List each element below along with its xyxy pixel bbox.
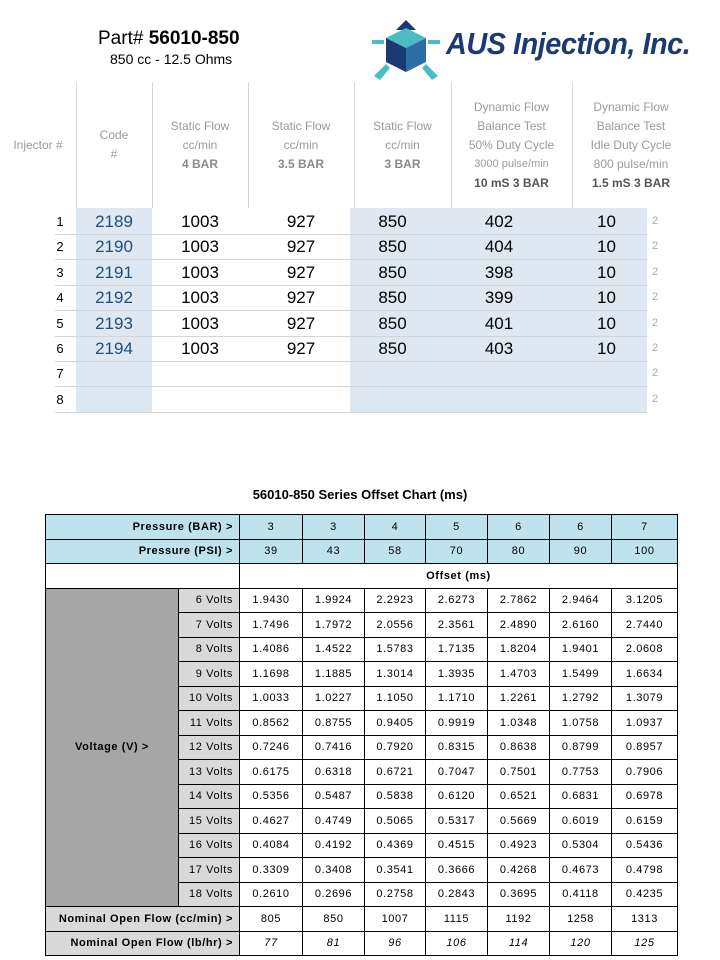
offset-value: 0.2696 bbox=[303, 882, 365, 907]
header-static-35bar: Static Flow cc/min 3.5 BAR bbox=[271, 118, 331, 171]
part-number: 56010-850 bbox=[148, 28, 240, 49]
pressure-bar-row bbox=[46, 515, 678, 540]
offset-value: 0.4192 bbox=[303, 833, 365, 858]
offset-value: 0.5304 bbox=[550, 833, 612, 858]
injector-number: 1 bbox=[56, 214, 64, 229]
cell-s35: 927 bbox=[286, 237, 316, 257]
cell-idle: 10 bbox=[597, 237, 616, 257]
voltage-label: 12 Volts bbox=[179, 735, 240, 760]
header-static-3bar: Static Flow cc/min 3 BAR bbox=[373, 118, 432, 171]
offset-value: 0.9919 bbox=[426, 711, 488, 736]
pressure-psi-row-value: 39 bbox=[240, 539, 303, 564]
offset-value: 0.5487 bbox=[303, 784, 365, 809]
offset-value: 0.6019 bbox=[550, 809, 612, 834]
nominal-cc-row bbox=[46, 907, 678, 932]
pressure-psi-row-value: 58 bbox=[365, 539, 426, 564]
cell-code: 2189 bbox=[95, 212, 133, 231]
offset-value: 0.4084 bbox=[240, 833, 303, 858]
pressure-bar-row-label: Pressure (BAR) > bbox=[46, 515, 240, 540]
voltage-label: 8 Volts bbox=[179, 637, 240, 662]
nominal-cc-row-value: 1313 bbox=[612, 907, 678, 932]
offset-value: 0.8638 bbox=[488, 735, 550, 760]
cell-s3: 850 bbox=[378, 212, 407, 231]
voltage-label: 13 Volts bbox=[179, 760, 240, 785]
edge-mark: 2 bbox=[652, 265, 659, 278]
offset-value: 0.3695 bbox=[488, 882, 550, 907]
pressure-psi-row-value: 90 bbox=[550, 539, 612, 564]
voltage-label: 17 Volts bbox=[179, 858, 240, 883]
offset-value: 1.3079 bbox=[612, 686, 678, 711]
offset-chart-table bbox=[45, 514, 678, 956]
header-injector-number: Injector # bbox=[13, 137, 63, 152]
offset-value: 2.7440 bbox=[612, 613, 678, 638]
offset-value: 1.2792 bbox=[550, 686, 612, 711]
offset-value: 0.7047 bbox=[426, 760, 488, 785]
offset-value: 0.5436 bbox=[612, 833, 678, 858]
offset-value: 2.0608 bbox=[612, 637, 678, 662]
header-code: Code # bbox=[99, 128, 129, 161]
offset-value: 0.6978 bbox=[612, 784, 678, 809]
offset-value: 0.8957 bbox=[612, 735, 678, 760]
pressure-psi-row-label: Pressure (PSI) > bbox=[46, 539, 240, 564]
cell-code: 2191 bbox=[95, 262, 133, 282]
edge-mark: 2 bbox=[652, 240, 659, 253]
cell-idle: 10 bbox=[597, 313, 616, 333]
cell-s35 bbox=[248, 361, 354, 386]
offset-value: 2.7862 bbox=[488, 588, 550, 613]
offset-value: 1.9924 bbox=[303, 588, 365, 613]
part-title bbox=[98, 28, 240, 50]
cell-s3 bbox=[350, 387, 435, 412]
offset-value: 1.4703 bbox=[488, 662, 550, 687]
injector-number: 6 bbox=[56, 341, 64, 356]
offset-value: 0.4798 bbox=[612, 858, 678, 883]
cell-s4: 1003 bbox=[181, 288, 219, 308]
nominal-lb-row-value: 125 bbox=[612, 931, 678, 956]
cell-dyn: 398 bbox=[484, 262, 514, 282]
voltage-label: 11 Volts bbox=[179, 711, 240, 736]
offset-value: 0.7416 bbox=[303, 735, 365, 760]
logo-wordmark: AUS Injection, Inc. bbox=[446, 26, 691, 61]
offset-value: 2.9464 bbox=[550, 588, 612, 613]
nominal-lb-row-value: 120 bbox=[550, 931, 612, 956]
cell-s35: 927 bbox=[286, 288, 316, 308]
offset-value: 0.4627 bbox=[240, 809, 303, 834]
cell-s3: 850 bbox=[378, 339, 407, 358]
header-dynamic-flow: Dynamic Flow Balance Test 50% Duty Cycle 3000 pulse/min 10 mS 3 BAR bbox=[468, 99, 555, 190]
offset-value: 2.4890 bbox=[488, 613, 550, 638]
pressure-bar-row-value: 4 bbox=[365, 515, 426, 540]
nominal-lb-row-value: 81 bbox=[303, 931, 365, 956]
offset-value: 0.2843 bbox=[426, 882, 488, 907]
offset-value: 0.4235 bbox=[612, 882, 678, 907]
company-logo bbox=[370, 18, 700, 84]
injector-number: 3 bbox=[56, 264, 64, 280]
offset-value: 1.3014 bbox=[365, 662, 426, 687]
offset-value: 0.8315 bbox=[426, 735, 488, 760]
offset-value: 1.8204 bbox=[488, 637, 550, 662]
nominal-cc-row-value: 1115 bbox=[426, 907, 488, 932]
pressure-bar-row-value: 7 bbox=[612, 515, 678, 540]
offset-value: 0.5838 bbox=[365, 784, 426, 809]
offset-header-row bbox=[46, 564, 678, 589]
cell-s4 bbox=[152, 387, 248, 412]
offset-value: 1.6634 bbox=[612, 662, 678, 687]
offset-value: 0.6318 bbox=[303, 760, 365, 785]
voltage-label: 16 Volts bbox=[179, 833, 240, 858]
injector-number: 8 bbox=[56, 391, 64, 407]
pressure-psi-row bbox=[46, 539, 678, 564]
nominal-cc-row-value: 805 bbox=[240, 907, 303, 932]
edge-mark: 2 bbox=[652, 316, 659, 329]
offset-value: 0.3408 bbox=[303, 858, 365, 883]
cell-dyn bbox=[435, 361, 563, 386]
offset-value: 2.3561 bbox=[426, 613, 488, 638]
pressure-bar-row-value: 6 bbox=[488, 515, 550, 540]
nominal-cc-row-value: 1192 bbox=[488, 907, 550, 932]
offset-value: 0.7753 bbox=[550, 760, 612, 785]
offset-value: 0.5669 bbox=[488, 809, 550, 834]
cell-s3: 850 bbox=[378, 288, 407, 308]
cell-code bbox=[76, 387, 152, 412]
offset-value: 1.7972 bbox=[303, 613, 365, 638]
offset-value: 0.8755 bbox=[303, 711, 365, 736]
injector-number: 5 bbox=[56, 315, 64, 331]
nominal-lb-row-label: Nominal Open Flow (lb/hr) > bbox=[46, 931, 240, 956]
offset-value: 2.6273 bbox=[426, 588, 488, 613]
cell-s4 bbox=[152, 361, 248, 386]
offset-value: 1.2261 bbox=[488, 686, 550, 711]
offset-value: 1.1885 bbox=[303, 662, 365, 687]
offset-value: 0.8562 bbox=[240, 711, 303, 736]
cell-dyn: 403 bbox=[484, 339, 514, 358]
offset-value: 0.7501 bbox=[488, 760, 550, 785]
cell-s35 bbox=[248, 387, 354, 412]
offset-value: 0.8799 bbox=[550, 735, 612, 760]
voltage-label: 7 Volts bbox=[179, 613, 240, 638]
nominal-cc-row-value: 1007 bbox=[365, 907, 426, 932]
offset-value: 0.3541 bbox=[365, 858, 426, 883]
offset-value: 0.5065 bbox=[365, 809, 426, 834]
offset-value: 0.2758 bbox=[365, 882, 426, 907]
cell-idle: 10 bbox=[597, 339, 616, 358]
pressure-psi-row-value: 100 bbox=[612, 539, 678, 564]
cell-dyn bbox=[435, 387, 563, 412]
offset-value: 1.1710 bbox=[426, 686, 488, 711]
offset-value: 0.4515 bbox=[426, 833, 488, 858]
offset-value: 0.4369 bbox=[365, 833, 426, 858]
offset-value: 2.2923 bbox=[365, 588, 426, 613]
voltage-label: 10 Volts bbox=[179, 686, 240, 711]
offset-value: 0.7246 bbox=[240, 735, 303, 760]
offset-value: 1.4086 bbox=[240, 637, 303, 662]
cell-idle: 10 bbox=[597, 212, 616, 231]
offset-value: 0.4749 bbox=[303, 809, 365, 834]
nominal-lb-row-value: 114 bbox=[488, 931, 550, 956]
cell-dyn: 404 bbox=[484, 237, 514, 257]
offset-value: 1.4522 bbox=[303, 637, 365, 662]
header-static-4bar: Static Flow cc/min 4 BAR bbox=[170, 118, 230, 171]
cell-s3: 850 bbox=[378, 237, 407, 257]
pressure-bar-row-value: 3 bbox=[303, 515, 365, 540]
offset-value: 0.5356 bbox=[240, 784, 303, 809]
cell-code: 2194 bbox=[95, 339, 133, 358]
offset-value: 1.1698 bbox=[240, 662, 303, 687]
offset-value: 1.0033 bbox=[240, 686, 303, 711]
offset-value: 1.5499 bbox=[550, 662, 612, 687]
part-prefix: Part# bbox=[98, 28, 144, 49]
cell-s3: 850 bbox=[378, 262, 407, 282]
offset-value: 0.6831 bbox=[550, 784, 612, 809]
offset-value: 1.7135 bbox=[426, 637, 488, 662]
cell-code: 2193 bbox=[95, 313, 133, 333]
row-divider bbox=[55, 412, 647, 413]
cell-s3 bbox=[350, 361, 435, 386]
cell-s35: 927 bbox=[286, 313, 316, 333]
offset-value: 0.4268 bbox=[488, 858, 550, 883]
offset-value: 3.1205 bbox=[612, 588, 678, 613]
offset-unit-label: Offset (ms) bbox=[240, 564, 678, 589]
offset-value: 0.6175 bbox=[240, 760, 303, 785]
offset-value: 1.0348 bbox=[488, 711, 550, 736]
cell-idle: 10 bbox=[597, 288, 616, 308]
edge-mark: 2 bbox=[652, 342, 659, 354]
pressure-bar-row-value: 5 bbox=[426, 515, 488, 540]
voltage-label: 6 Volts bbox=[179, 588, 240, 613]
nominal-lb-row-value: 77 bbox=[240, 931, 303, 956]
header-idle-flow: Dynamic Flow Balance Test Idle Duty Cycle 800 pulse/min 1.5 mS 3 BAR bbox=[590, 99, 672, 190]
nominal-cc-row-value: 850 bbox=[303, 907, 365, 932]
edge-mark: 2 bbox=[652, 367, 659, 380]
cell-s35: 927 bbox=[286, 262, 316, 282]
offset-value: 0.6721 bbox=[365, 760, 426, 785]
cell-s4: 1003 bbox=[181, 212, 219, 231]
cell-s35: 927 bbox=[286, 339, 316, 358]
part-subtitle: 850 cc - 12.5 Ohms bbox=[110, 51, 233, 67]
cell-s4: 1003 bbox=[181, 237, 219, 257]
offset-value: 0.2610 bbox=[240, 882, 303, 907]
pressure-psi-row-value: 43 bbox=[303, 539, 365, 564]
edge-mark: 2 bbox=[652, 215, 659, 227]
pressure-bar-row-value: 3 bbox=[240, 515, 303, 540]
pressure-bar-row-value: 6 bbox=[550, 515, 612, 540]
offset-value: 0.7920 bbox=[365, 735, 426, 760]
offset-value: 0.9405 bbox=[365, 711, 426, 736]
offset-value: 1.0758 bbox=[550, 711, 612, 736]
cell-code: 2190 bbox=[95, 237, 133, 257]
offset-value: 1.1050 bbox=[365, 686, 426, 711]
offset-value: 1.3935 bbox=[426, 662, 488, 687]
cell-s3: 850 bbox=[378, 313, 407, 333]
offset-value: 1.9401 bbox=[550, 637, 612, 662]
voltage-axis-label: Voltage (V) > bbox=[46, 588, 179, 907]
offset-value: 1.9430 bbox=[240, 588, 303, 613]
voltage-label: 14 Volts bbox=[179, 784, 240, 809]
cell-idle bbox=[563, 361, 650, 386]
cell-code bbox=[76, 361, 152, 386]
logo-emblem-icon bbox=[370, 18, 442, 84]
offset-value: 1.5783 bbox=[365, 637, 426, 662]
voltage-label: 15 Volts bbox=[179, 809, 240, 834]
voltage-label: 18 Volts bbox=[179, 882, 240, 907]
injector-number: 2 bbox=[56, 239, 64, 255]
cell-code: 2192 bbox=[95, 288, 133, 308]
offset-value: 0.7906 bbox=[612, 760, 678, 785]
nominal-lb-row-value: 106 bbox=[426, 931, 488, 956]
voltage-row bbox=[46, 588, 678, 613]
nominal-cc-row-label: Nominal Open Flow (cc/min) > bbox=[46, 907, 240, 932]
nominal-lb-row-value: 96 bbox=[365, 931, 426, 956]
offset-value: 0.3309 bbox=[240, 858, 303, 883]
offset-value: 0.5317 bbox=[426, 809, 488, 834]
edge-mark: 2 bbox=[652, 392, 659, 405]
cell-s35: 927 bbox=[286, 212, 316, 231]
cell-dyn: 399 bbox=[484, 288, 514, 308]
cell-s4: 1003 bbox=[181, 313, 219, 333]
offset-value: 0.4673 bbox=[550, 858, 612, 883]
offset-value: 0.6521 bbox=[488, 784, 550, 809]
cell-s4: 1003 bbox=[181, 339, 219, 358]
injector-number: 7 bbox=[56, 366, 64, 382]
offset-value: 0.6159 bbox=[612, 809, 678, 834]
offset-value: 0.4923 bbox=[488, 833, 550, 858]
edge-mark: 2 bbox=[652, 291, 659, 304]
cell-dyn: 402 bbox=[484, 212, 514, 231]
offset-header-blank bbox=[46, 564, 240, 589]
offset-value: 2.0556 bbox=[365, 613, 426, 638]
voltage-label: 9 Volts bbox=[179, 662, 240, 687]
injector-number: 4 bbox=[56, 290, 64, 306]
offset-value: 1.0227 bbox=[303, 686, 365, 711]
pressure-psi-row-value: 80 bbox=[488, 539, 550, 564]
offset-value: 1.0937 bbox=[612, 711, 678, 736]
offset-value: 0.3666 bbox=[426, 858, 488, 883]
cell-idle bbox=[563, 387, 650, 412]
offset-chart-title: 56010-850 Series Offset Chart (ms) bbox=[252, 487, 468, 502]
offset-value: 2.6160 bbox=[550, 613, 612, 638]
nominal-cc-row-value: 1258 bbox=[550, 907, 612, 932]
cell-dyn: 401 bbox=[484, 313, 514, 333]
pressure-psi-row-value: 70 bbox=[426, 539, 488, 564]
offset-value: 1.7496 bbox=[240, 613, 303, 638]
offset-value: 0.6120 bbox=[426, 784, 488, 809]
offset-value: 0.4118 bbox=[550, 882, 612, 907]
nominal-lb-row bbox=[46, 931, 678, 956]
cell-s4: 1003 bbox=[181, 262, 219, 282]
cell-idle: 10 bbox=[597, 262, 616, 282]
